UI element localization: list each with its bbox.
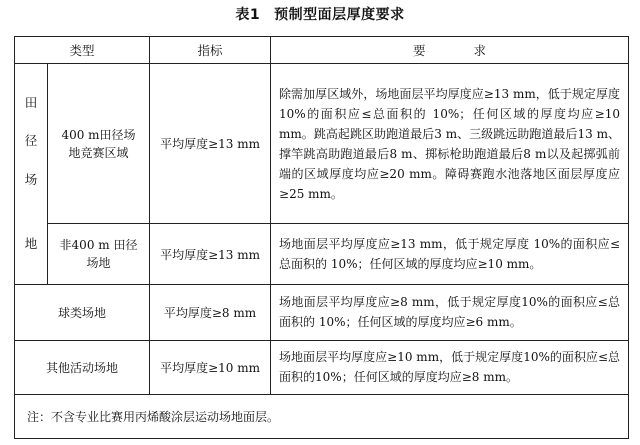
table-number: 表1 [235,7,261,23]
requirement-other-field: 场地面层平均厚度应≥10 mm，低于规定厚度10%的面积应≤总面积的10%；任何区域的厚度均应≥8 mm。 [271,340,629,394]
indicator-ball-field: 平均厚度≥8 mm [150,284,271,340]
table-row [15,284,629,340]
table-title [0,4,640,24]
thickness-requirements-table [14,36,629,439]
requirement-400m: 除需加厚区域外，场地面层平均厚度应≥13 mm，低于规定厚度10%的面积应≤总面积的 10%；任何区域的厚度均应≥10 mm。跳高起跳区助跑道最后3 m、三级跳远助跑道最后13 m、撑竿跳高助跑道最后8 m、掷标枪助跑道最后8 m以及起掷弧前端的区域厚度均应≥20 mm。障碍赛跑水池落地区面层厚度应≥25 mm。 [271,64,629,224]
header-indicator: 指标 [150,37,271,64]
table-note: 注：不含专业比赛用丙烯酸涂层运动场地面层。 [15,394,629,438]
table-row [15,340,629,394]
note-row [15,394,629,438]
table-caption: 预制型面层厚度要求 [274,7,405,23]
subtype-400m-competition: 400 m田径场 地竞赛区域 [48,64,150,224]
track-field-label: 田 径 场 地 [15,64,48,285]
requirement-non-400m: 场地面层平均厚度应≥13 mm，低于规定厚度 10%的面积应≤总面积的 10%；任何区域的厚度均应≥10 mm。 [271,224,629,284]
indicator-non-400m: 平均厚度≥13 mm [150,224,271,284]
table-row [15,64,629,224]
subtype-non-400m: 非400 m 田径 场地 [48,224,150,284]
header-type: 类型 [15,37,150,64]
indicator-400m: 平均厚度≥13 mm [150,64,271,224]
header-requirement: 要 求 [271,37,629,64]
header-row [15,37,629,64]
indicator-other-field: 平均厚度≥10 mm [150,340,271,394]
type-ball-field: 球类场地 [15,284,150,340]
requirement-ball-field: 场地面层平均厚度应≥8 mm，低于规定厚度10%的面积应≤总面积的 10%；任何区域的厚度均应≥6 mm。 [271,284,629,340]
type-other-field: 其他活动场地 [15,340,150,394]
table-row [15,224,629,284]
